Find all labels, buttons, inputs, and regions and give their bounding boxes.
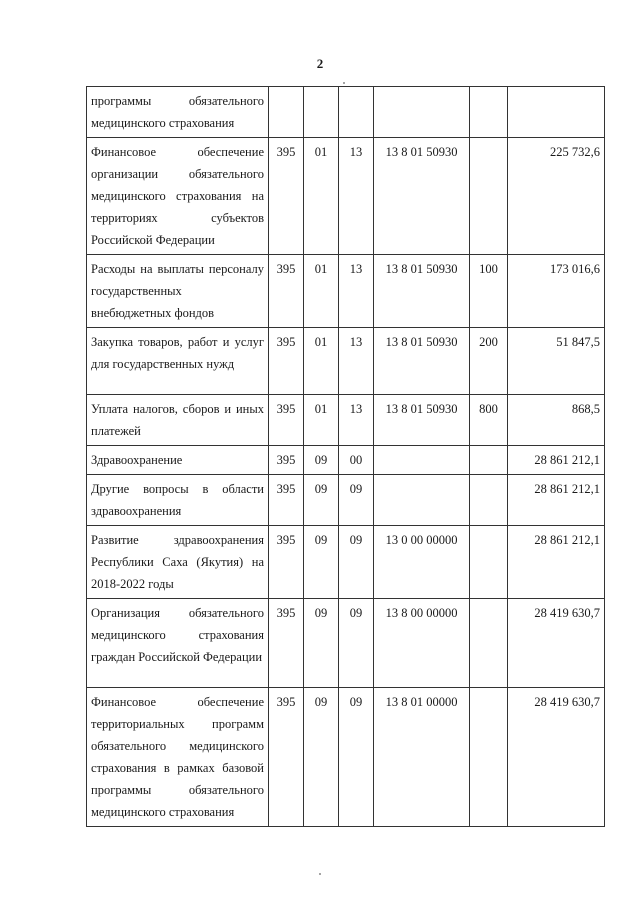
- target-article-code: 13 8 01 50930: [374, 255, 470, 328]
- table-row: [87, 475, 605, 526]
- amount-value: 28 861 212,1: [508, 475, 605, 526]
- table-row: [87, 688, 605, 827]
- subsection-code: 09: [339, 475, 374, 526]
- row-name: Финансовое обеспечение территориальных программ обязательного медицинского страхования в рамках базовой программы обязательного медицинского страхования: [87, 688, 269, 827]
- target-article-code: 13 8 01 50930: [374, 328, 470, 395]
- expense-type-code: [470, 688, 508, 827]
- row-name: Уплата налогов, сборов и иных платежей: [87, 395, 269, 446]
- row-name: Финансовое обеспечение организации обязательного медицинского страхования на территориях субъектов Российской Федерации: [87, 138, 269, 255]
- ministry-code: 395: [269, 446, 304, 475]
- target-article-code: [374, 475, 470, 526]
- amount-value: 51 847,5: [508, 328, 605, 395]
- ministry-code: 395: [269, 475, 304, 526]
- expense-type-code: [470, 599, 508, 688]
- target-article-code: 13 8 01 00000: [374, 688, 470, 827]
- ministry-code: 395: [269, 526, 304, 599]
- row-name: Здравоохранение: [87, 446, 269, 475]
- target-article-code: 13 8 00 00000: [374, 599, 470, 688]
- target-article-code: 13 8 01 50930: [374, 395, 470, 446]
- row-name: Организация обязательного медицинского страхования граждан Российской Федерации: [87, 599, 269, 688]
- row-name: программы обязательного медицинского страхования: [87, 87, 269, 138]
- section-code: 09: [304, 599, 339, 688]
- section-code: 09: [304, 688, 339, 827]
- amount-value: 173 016,6: [508, 255, 605, 328]
- row-name: Развитие здравоохранения Республики Саха (Якутия) на 2018-2022 годы: [87, 526, 269, 599]
- section-code: 01: [304, 395, 339, 446]
- subsection-code: 09: [339, 599, 374, 688]
- subsection-code: 13: [339, 138, 374, 255]
- ministry-code: 395: [269, 138, 304, 255]
- row-name: Расходы на выплаты персоналу государственных внебюджетных фондов: [87, 255, 269, 328]
- section-code: [304, 87, 339, 138]
- target-article-code: 13 8 01 50930: [374, 138, 470, 255]
- table-row: [87, 138, 605, 255]
- amount-value: [508, 87, 605, 138]
- section-code: 01: [304, 138, 339, 255]
- ministry-code: 395: [269, 255, 304, 328]
- subsection-code: 13: [339, 328, 374, 395]
- amount-value: 28 419 630,7: [508, 688, 605, 827]
- table-row: [87, 446, 605, 475]
- expense-type-code: 100: [470, 255, 508, 328]
- ministry-code: 395: [269, 688, 304, 827]
- ministry-code: [269, 87, 304, 138]
- ministry-code: 395: [269, 328, 304, 395]
- scan-mark: [343, 82, 345, 84]
- section-code: 01: [304, 255, 339, 328]
- target-article-code: 13 0 00 00000: [374, 526, 470, 599]
- expense-type-code: [470, 526, 508, 599]
- amount-value: 28 419 630,7: [508, 599, 605, 688]
- expense-type-code: [470, 87, 508, 138]
- table-row: [87, 328, 605, 395]
- section-code: 09: [304, 446, 339, 475]
- page-number: 2: [316, 56, 324, 71]
- subsection-code: 09: [339, 688, 374, 827]
- expense-type-code: 200: [470, 328, 508, 395]
- expense-type-code: [470, 138, 508, 255]
- scan-mark: [319, 873, 321, 875]
- table-row: [87, 526, 605, 599]
- ministry-code: 395: [269, 599, 304, 688]
- expense-type-code: 800: [470, 395, 508, 446]
- target-article-code: [374, 87, 470, 138]
- table-row: [87, 599, 605, 688]
- budget-table: [86, 86, 605, 827]
- table-row: [87, 87, 605, 138]
- amount-value: 225 732,6: [508, 138, 605, 255]
- ministry-code: 395: [269, 395, 304, 446]
- expense-type-code: [470, 446, 508, 475]
- subsection-code: [339, 87, 374, 138]
- section-code: 01: [304, 328, 339, 395]
- subsection-code: 00: [339, 446, 374, 475]
- amount-value: 868,5: [508, 395, 605, 446]
- row-name: Закупка товаров, работ и услуг для государственных нужд: [87, 328, 269, 395]
- table-row: [87, 255, 605, 328]
- section-code: 09: [304, 526, 339, 599]
- subsection-code: 09: [339, 526, 374, 599]
- table-row: [87, 395, 605, 446]
- target-article-code: [374, 446, 470, 475]
- subsection-code: 13: [339, 255, 374, 328]
- row-name: Другие вопросы в области здравоохранения: [87, 475, 269, 526]
- expense-type-code: [470, 475, 508, 526]
- section-code: 09: [304, 475, 339, 526]
- amount-value: 28 861 212,1: [508, 526, 605, 599]
- subsection-code: 13: [339, 395, 374, 446]
- amount-value: 28 861 212,1: [508, 446, 605, 475]
